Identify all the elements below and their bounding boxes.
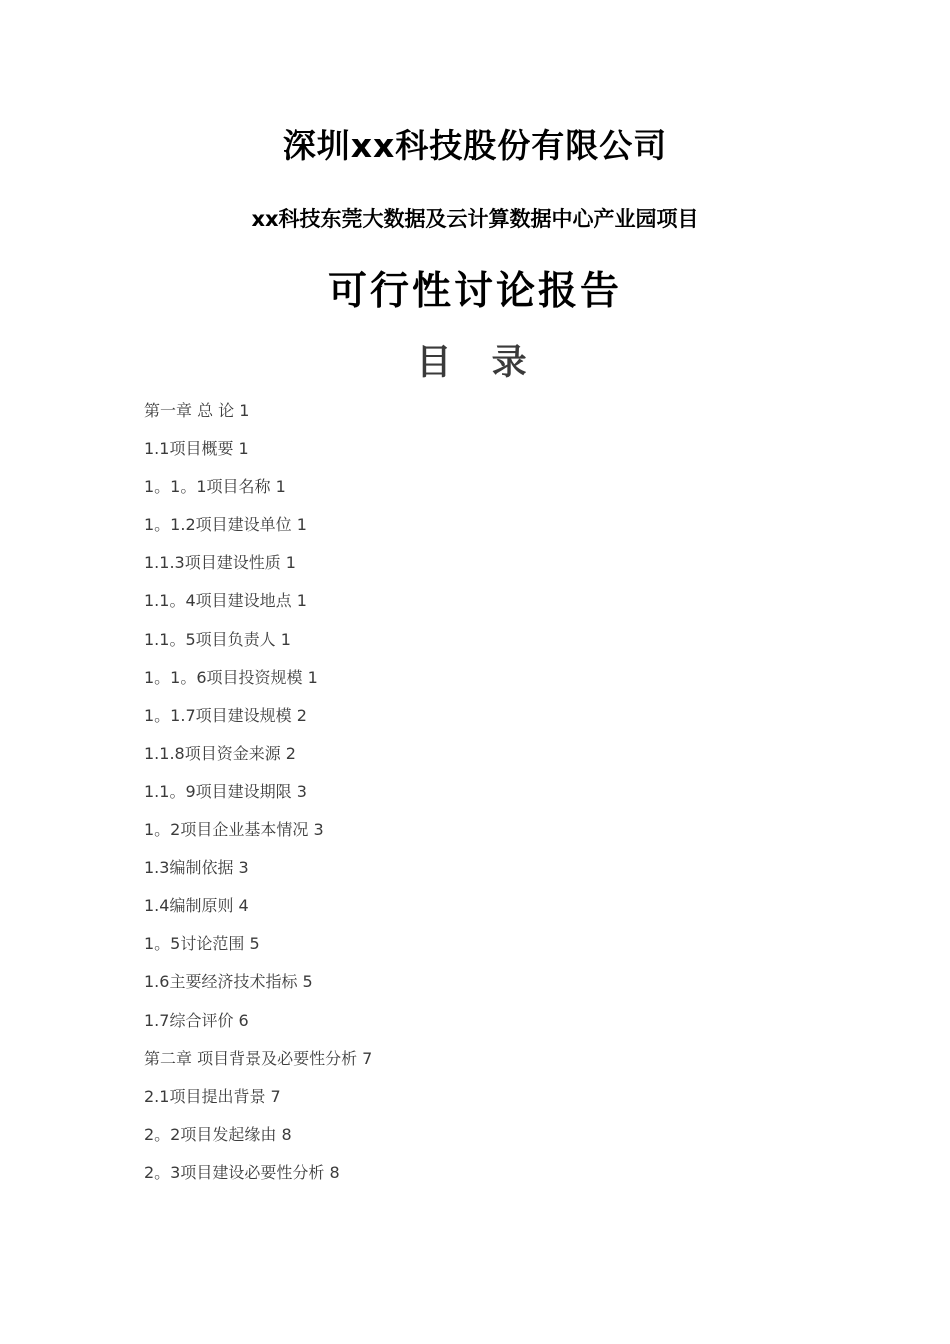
toc-entry[interactable]: 1。5讨论范围 5 [144,934,260,954]
toc-entry[interactable]: 1.1。9项目建设期限 3 [144,781,307,801]
toc-heading: 目 录 [416,343,541,383]
project-title: xx科技东莞大数据及云计算数据中心产业园项目 [251,207,699,231]
toc-entry[interactable]: 2。2项目发起缘由 8 [144,1124,292,1144]
toc-entry[interactable]: 1.7综合评价 6 [144,1010,249,1030]
toc-entry[interactable]: 1.1.3项目建设性质 1 [144,553,296,573]
toc-entry[interactable]: 1.1项目概要 1 [144,439,249,459]
toc-entry[interactable]: 第一章 总 论 1 [144,401,250,420]
toc-entry[interactable]: 2.1项目提出背景 7 [144,1086,281,1106]
toc-entry[interactable]: 1。1。1项目名称 1 [144,477,286,497]
toc-entry[interactable]: 1.1.8项目资金来源 2 [144,743,296,763]
table-of-contents [144,396,844,1196]
company-title: 深圳xx科技股份有限公司 [282,126,668,165]
toc-entry[interactable]: 1.1。4项目建设地点 1 [144,591,307,611]
toc-entry[interactable]: 2。3项目建设必要性分析 8 [144,1162,340,1182]
report-title: 可行性讨论报告 [327,269,622,314]
toc-entry[interactable]: 1。2项目企业基本情况 3 [144,820,324,840]
toc-entry[interactable]: 1。1。6项目投资规模 1 [144,667,318,687]
toc-entry[interactable]: 1.6主要经济技术指标 5 [144,972,313,992]
toc-entry[interactable]: 1。1.2项目建设单位 1 [144,515,307,535]
toc-entry[interactable]: 第二章 项目背景及必要性分析 7 [144,1048,373,1068]
toc-entry[interactable]: 1.3编制依据 3 [144,858,249,878]
toc-entry[interactable]: 1。1.7项目建设规模 2 [144,705,307,725]
toc-entry[interactable]: 1.4编制原则 4 [144,896,249,916]
toc-entry[interactable]: 1.1。5项目负责人 1 [144,629,291,649]
